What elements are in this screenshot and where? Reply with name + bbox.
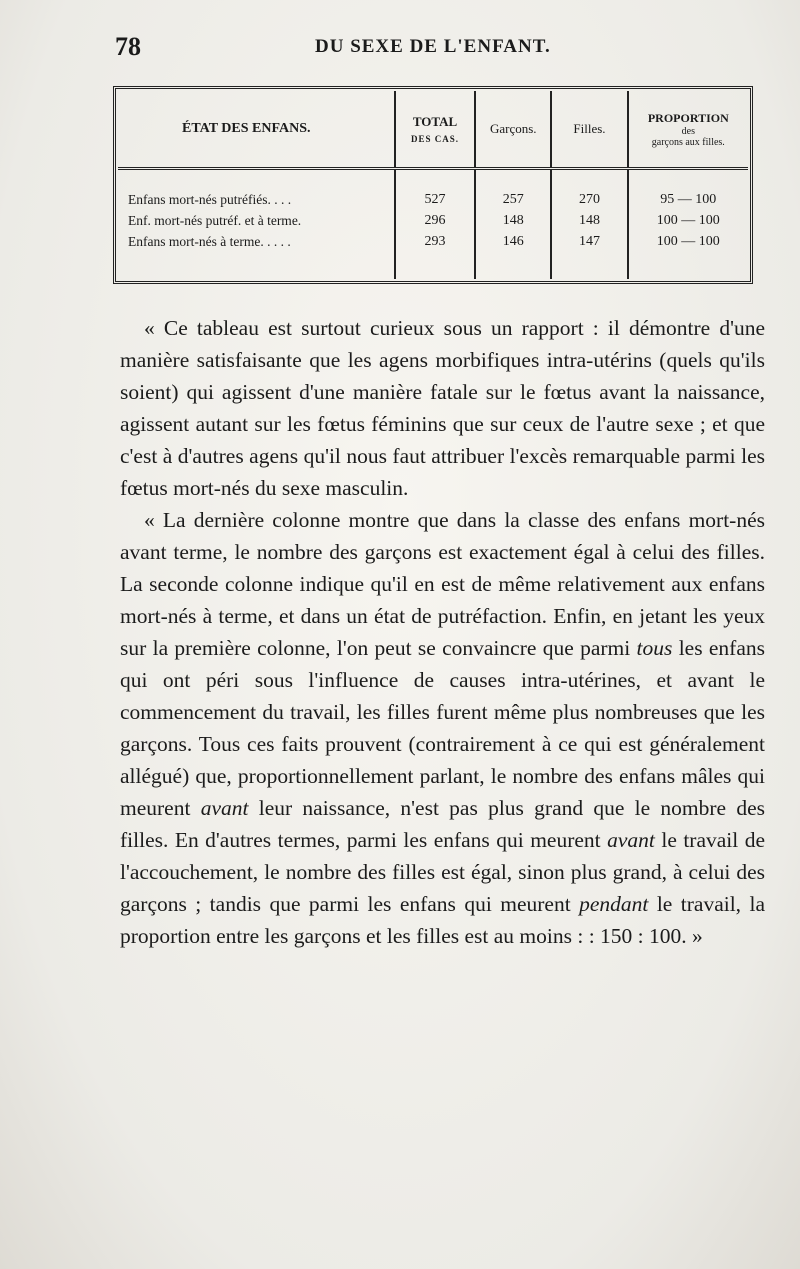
row-total: 527	[395, 169, 475, 211]
body-text	[120, 312, 765, 952]
running-head: DU SEXE DE L'ENFANT.	[315, 36, 551, 57]
table-row	[118, 169, 748, 211]
paragraph-2-text: le travail, la proportion entre les garçons et les filles est au moins : : 150 : 100. »	[120, 892, 766, 948]
paragraph-2-text: les enfans qui ont péri sous l'influence de causes intra-utérines, et avant le commencement du travail, les filles furent même plus nombreuses que les garçons. Tous ces faits prouvent (contrairement à ce qui est généralement allégué) que, proportionnellement parlant, le nombre des enfans mâles qui meurent	[120, 636, 765, 820]
row-label: Enfans mort-nés à terme. . . . .	[128, 233, 291, 249]
emphasis-pendant: pendant	[579, 892, 649, 916]
emphasis-avant: avant	[607, 828, 655, 852]
paragraph-1: « Ce tableau est surtout curieux sous un rapport : il démontre d'une manière satisfaisante que les agens morbifiques intra-utérins (quels qu'ils soient) qui agissent d'une manière fatale sur le fœtus avant la naissance, agissent autant sur les fœtus féminins que sur ceux de l'autre sexe ; et que c'est à d'autres agens qu'il nous faut attribuer l'excès remarquable parmi les fœtus mort-nés du sexe masculin.	[120, 316, 765, 500]
paragraph-2	[120, 504, 765, 952]
paragraph-2-text: le travail de l'accouchement, le nombre des filles est égal, sinon plus grand, à celui des garçons ; tandis que parmi les enfans qui meurent	[120, 828, 765, 916]
row-boys: 146	[475, 230, 551, 279]
emphasis-tous: tous	[636, 636, 673, 660]
row-boys: 257	[475, 169, 551, 211]
emphasis-avant: avant	[200, 796, 249, 820]
table-row	[118, 230, 748, 279]
row-label: Enf. mort-nés putréf. et à terme.	[128, 212, 302, 228]
row-proportion: 95 — 100	[628, 169, 748, 211]
row-total: 296	[395, 210, 475, 229]
statistics-table-frame	[113, 86, 753, 284]
column-header-state: ÉTAT DES ENFANS.	[118, 91, 395, 169]
row-girls: 148	[551, 210, 627, 229]
row-total: 293	[395, 230, 475, 279]
column-header-total: TOTAL DES CAS.	[395, 91, 475, 169]
page-header	[115, 30, 765, 64]
row-proportion: 100 — 100	[628, 210, 748, 229]
row-girls: 147	[551, 230, 627, 279]
row-girls: 270	[551, 169, 627, 211]
table-row	[118, 210, 748, 229]
row-proportion: 100 — 100	[628, 230, 748, 279]
row-label: Enfans mort-nés putréfiés. . . .	[128, 191, 292, 207]
column-header-girls: Filles.	[551, 91, 627, 169]
row-boys: 148	[475, 210, 551, 229]
column-header-proportion: PROPORTION des garçons aux filles.	[628, 91, 748, 169]
column-header-boys: Garçons.	[475, 91, 551, 169]
statistics-table	[118, 91, 748, 279]
page-number: 78	[115, 32, 141, 61]
table-header-row	[118, 91, 748, 169]
paragraph-2-text: leur naissance, n'est pas plus grand que le nombre des filles. En d'autres termes, parmi les enfans qui meurent	[120, 796, 765, 852]
paragraph-2-text: « La dernière colonne montre que dans la classe des enfans mort-nés avant terme, le nombre des garçons est exactement égal à celui des filles. La seconde colonne indique qu'il en est de même relativement aux enfans mort-nés à terme, et dans un état de putréfaction. Enfin, en jetant les yeux sur la première colonne, l'on peut se convaincre que parmi	[120, 508, 765, 660]
